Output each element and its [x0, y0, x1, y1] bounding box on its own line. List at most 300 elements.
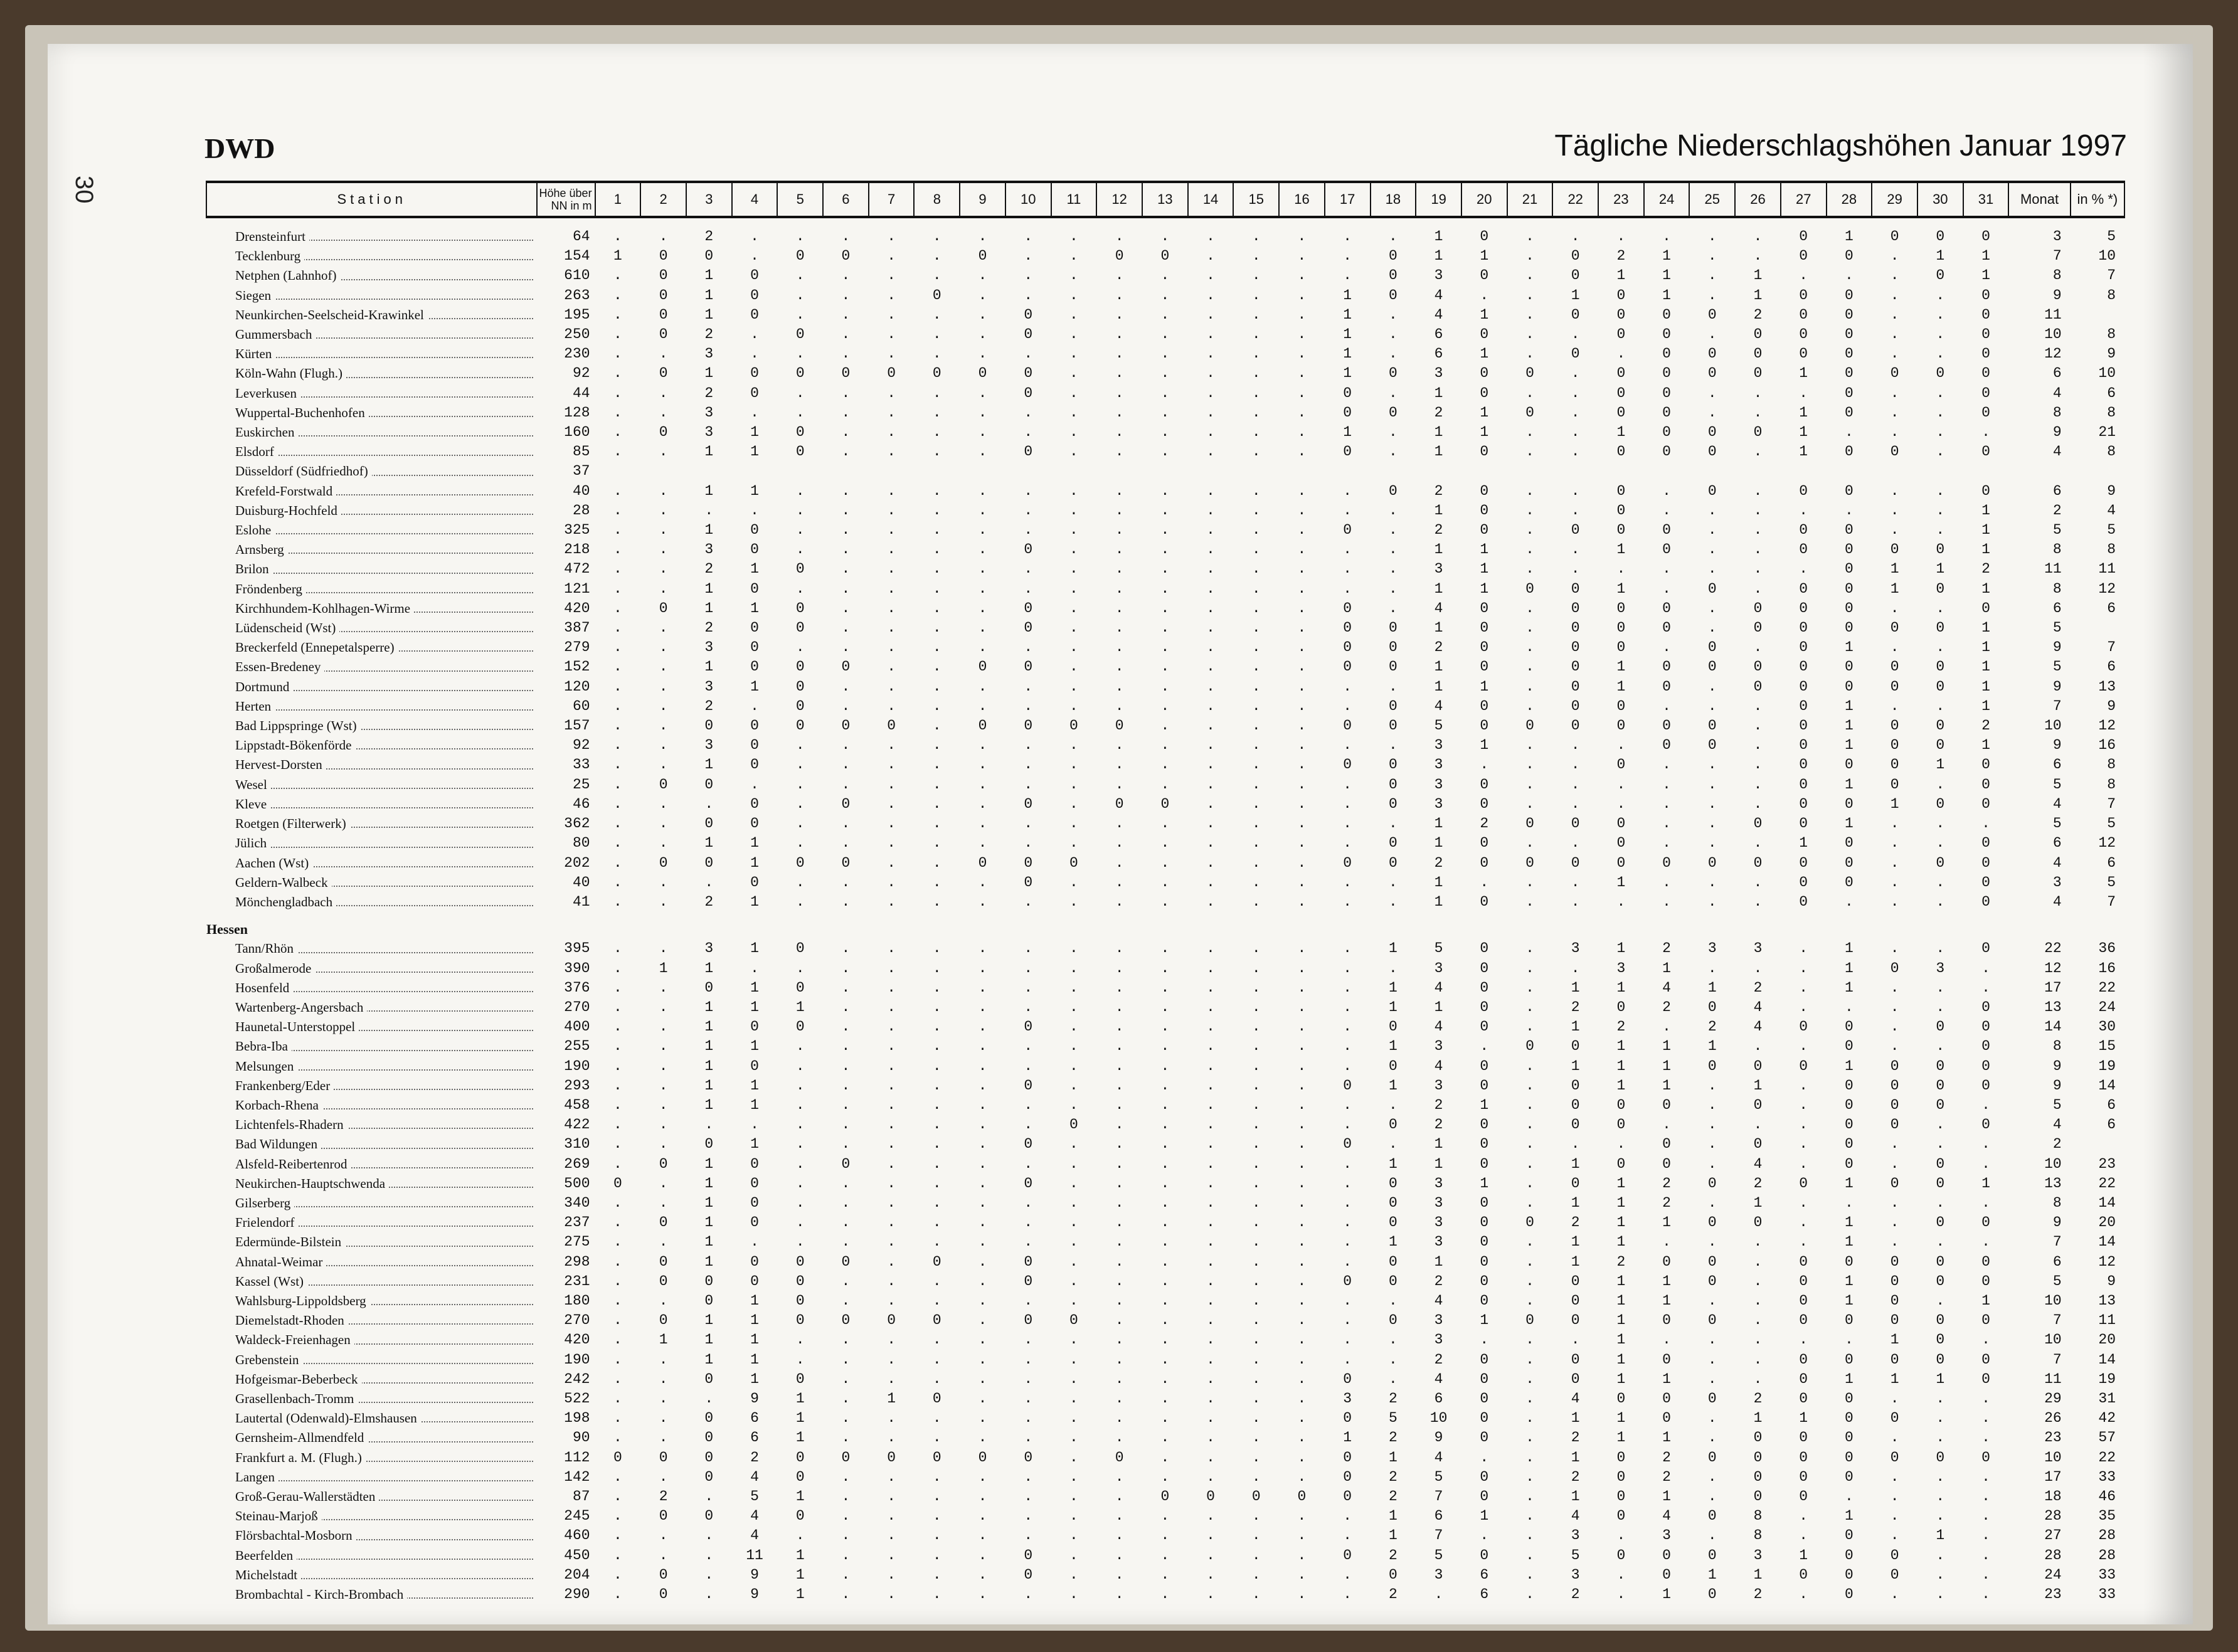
- day-value: 0: [795, 424, 805, 441]
- day-value: .: [841, 287, 851, 304]
- day-value: .: [1936, 1116, 1945, 1133]
- percent-of-normal: 33: [2098, 1586, 2116, 1603]
- percent-of-normal: 24: [2098, 998, 2116, 1015]
- day-value: 0: [1024, 1273, 1033, 1289]
- station-name-cell: [206, 1155, 537, 1174]
- station-name: Gernsheim-Allmendfeld: [235, 1430, 368, 1445]
- percent-of-normal: 19: [2098, 1057, 2116, 1074]
- day-value: 1: [704, 482, 714, 499]
- day-value: 2: [750, 1449, 759, 1466]
- day-value: 0: [1115, 717, 1124, 734]
- day-value: .: [1936, 697, 1945, 714]
- station-elevation: 28: [572, 502, 590, 519]
- station-name: Lippstadt-Bökenförde: [235, 738, 355, 753]
- day-value: 1: [1936, 1527, 1945, 1544]
- day-value: .: [1388, 1096, 1397, 1113]
- day-value: .: [659, 443, 668, 460]
- day-value: .: [659, 1292, 668, 1309]
- day-value: 0: [978, 365, 987, 382]
- station-name: Beerfelden: [235, 1548, 297, 1563]
- day-value: 0: [1844, 541, 1854, 558]
- station-name: Neunkirchen-Seelscheid-Krawinkel: [235, 307, 428, 322]
- day-value: 0: [1571, 697, 1580, 714]
- day-value: 1: [795, 1547, 805, 1564]
- day-value: .: [1024, 815, 1033, 832]
- table-row: [206, 716, 2124, 736]
- day-value: 3: [704, 541, 714, 558]
- day-value: .: [1297, 1449, 1307, 1466]
- day-value: .: [1160, 522, 1170, 539]
- day-value: .: [887, 874, 896, 891]
- station-elevation: 270: [564, 1312, 590, 1329]
- percent-of-normal: [2071, 1135, 2124, 1154]
- day-value: 0: [1480, 228, 1489, 245]
- day-value: .: [1890, 482, 1899, 499]
- day-value: 0: [1480, 1116, 1489, 1133]
- percent-of-normal: 5: [2107, 228, 2116, 245]
- day-value: 0: [1936, 678, 1945, 695]
- day-value: .: [1753, 1038, 1763, 1055]
- day-value: .: [1160, 697, 1170, 714]
- day-value: .: [978, 404, 987, 421]
- day-value: .: [1069, 835, 1078, 852]
- station-name: Ahnatal-Weimar: [235, 1254, 326, 1269]
- day-value: [1096, 462, 1142, 481]
- day-value: 0: [1616, 1116, 1626, 1133]
- station-name-cell: [206, 1448, 537, 1468]
- day-value: 1: [750, 443, 759, 460]
- day-value: 0: [1981, 940, 1990, 957]
- day-value: 0: [704, 1468, 714, 1485]
- day-value: .: [659, 639, 668, 656]
- day-value: 0: [1024, 1312, 1033, 1329]
- day-value: .: [841, 384, 851, 401]
- day-value: .: [1753, 960, 1763, 977]
- day-value: .: [932, 228, 941, 245]
- month-total: 28: [2044, 1547, 2062, 1564]
- station-elevation: 87: [572, 1488, 590, 1505]
- table-row: [206, 325, 2124, 344]
- day-value: 0: [1890, 1351, 1899, 1368]
- day-value: .: [1297, 404, 1307, 421]
- day-value: .: [1206, 1175, 1215, 1192]
- day-value: .: [1069, 1136, 1078, 1153]
- day-value: .: [1069, 1488, 1078, 1505]
- day-value: .: [704, 1586, 714, 1603]
- day-value: 0: [704, 815, 714, 832]
- station-name-cell: [206, 462, 537, 481]
- day-value: 0: [1844, 306, 1854, 323]
- day-value: .: [613, 1292, 622, 1309]
- day-value: 0: [1890, 365, 1899, 382]
- day-value: 0: [1799, 522, 1808, 539]
- day-value: .: [1251, 1508, 1261, 1525]
- day-value: 0: [1981, 1273, 1990, 1289]
- day-value: .: [887, 1410, 896, 1427]
- day-value: 0: [704, 1273, 714, 1289]
- day-value: 0: [1206, 1488, 1215, 1505]
- day-value: .: [1115, 659, 1124, 675]
- station-elevation: 522: [564, 1390, 590, 1407]
- day-value: 0: [1890, 1566, 1899, 1583]
- month-total: 11: [2044, 1370, 2062, 1387]
- day-value: .: [1525, 424, 1534, 441]
- day-value: .: [704, 1116, 714, 1133]
- station-name: Kürten: [235, 346, 275, 361]
- day-value: 1: [704, 1155, 714, 1172]
- day-value: .: [1024, 248, 1033, 265]
- day-value: .: [887, 1214, 896, 1231]
- percent-of-normal: 14: [2098, 1194, 2116, 1211]
- station-name: Gilserberg: [235, 1195, 294, 1210]
- day-value: .: [1707, 1136, 1717, 1153]
- day-value: .: [1753, 1351, 1763, 1368]
- table-row: [206, 1194, 2124, 1213]
- day-value: .: [1753, 776, 1763, 793]
- day-value: .: [1297, 443, 1307, 460]
- day-value: .: [1251, 737, 1261, 754]
- day-value: .: [1525, 228, 1534, 245]
- station-name: Grebenstein: [235, 1352, 302, 1367]
- day-value: .: [1936, 998, 1945, 1015]
- percent-of-normal: 22: [2098, 979, 2116, 996]
- day-value: .: [1297, 482, 1307, 499]
- day-value: .: [613, 776, 622, 793]
- day-value: 0: [750, 580, 759, 597]
- day-value: 0: [1662, 1096, 1671, 1113]
- station-name-cell: [206, 657, 537, 677]
- day-value: .: [1525, 1488, 1534, 1505]
- station-name: Wahlsburg-Lippoldsberg: [235, 1293, 370, 1308]
- station-name: Drensteinfurt: [235, 229, 309, 244]
- day-value: .: [1251, 1077, 1261, 1094]
- table-row: [206, 1565, 2124, 1585]
- day-value: .: [1525, 306, 1534, 323]
- day-value: .: [1251, 1038, 1261, 1055]
- percent-of-normal: 22: [2098, 1449, 2116, 1466]
- day-value: .: [1571, 228, 1580, 245]
- day-value: 0: [1799, 1292, 1808, 1309]
- day-value: 3: [1434, 1234, 1443, 1251]
- day-value: .: [795, 737, 805, 754]
- day-value: .: [613, 998, 622, 1015]
- day-value: .: [978, 1096, 987, 1113]
- day-value: 2: [1571, 1586, 1580, 1603]
- day-value: 0: [1753, 854, 1763, 871]
- day-value: 0: [1707, 854, 1717, 871]
- day-value: 0: [841, 717, 851, 734]
- day-value: .: [659, 940, 668, 957]
- day-value: 1: [704, 1253, 714, 1270]
- day-value: 1: [704, 1332, 714, 1348]
- day-value: 1: [613, 248, 622, 265]
- day-value: .: [1115, 541, 1124, 558]
- day-value: .: [1936, 1038, 1945, 1055]
- day-value: .: [1799, 384, 1808, 401]
- station-elevation: 376: [564, 979, 590, 996]
- day-value: .: [1890, 248, 1899, 265]
- day-value: 1: [1936, 248, 1945, 265]
- day-value: .: [1206, 1155, 1215, 1172]
- day-value: .: [1480, 1449, 1489, 1466]
- day-value: 1: [1480, 248, 1489, 265]
- day-value: 0: [1616, 835, 1626, 852]
- day-value: 1: [704, 1214, 714, 1231]
- day-value: .: [1251, 854, 1261, 871]
- day-value: .: [1753, 756, 1763, 773]
- day-value: .: [1069, 678, 1078, 695]
- day-value: 0: [1707, 1253, 1717, 1270]
- day-value: 0: [1844, 1312, 1854, 1329]
- station-name-cell: [206, 978, 537, 998]
- table-row: [206, 1135, 2124, 1154]
- day-value: .: [1343, 874, 1352, 891]
- day-value: .: [1343, 228, 1352, 245]
- day-value: 1: [1662, 287, 1671, 304]
- day-value: 0: [1525, 854, 1534, 871]
- station-elevation: 85: [572, 443, 590, 460]
- day-value: 0: [1388, 697, 1397, 714]
- day-value: .: [1343, 502, 1352, 519]
- day-value: 0: [1936, 228, 1945, 245]
- day-value: 3: [1434, 1175, 1443, 1192]
- station-elevation: 610: [564, 267, 590, 284]
- day-value: 0: [1343, 600, 1352, 617]
- day-value: .: [1753, 248, 1763, 265]
- day-value: .: [1662, 1234, 1671, 1251]
- day-value: 0: [1571, 248, 1580, 265]
- percent-of-normal: 11: [2098, 1312, 2116, 1329]
- day-value: 0: [1616, 404, 1626, 421]
- day-value: 0: [750, 1253, 759, 1270]
- day-value: .: [1936, 940, 1945, 957]
- day-value: 0: [1890, 228, 1899, 245]
- day-value: 0: [1616, 1508, 1626, 1525]
- day-value: 0: [932, 1253, 941, 1270]
- day-value: .: [1160, 659, 1170, 675]
- station-name: Krefeld-Forstwald: [235, 484, 336, 499]
- day-value: .: [841, 600, 851, 617]
- day-value: 1: [1616, 678, 1626, 695]
- station-name: Fröndenberg: [235, 581, 306, 596]
- day-value: .: [932, 874, 941, 891]
- day-value: 6: [1434, 1508, 1443, 1525]
- day-value: .: [1160, 1390, 1170, 1407]
- day-value: 0: [1571, 1273, 1580, 1289]
- day-value: .: [1115, 639, 1124, 656]
- day-value: 0: [1616, 1155, 1626, 1172]
- day-value: 0: [1343, 522, 1352, 539]
- day-value: .: [1571, 404, 1580, 421]
- day-value: 1: [1388, 1077, 1397, 1094]
- day-value: .: [1616, 795, 1626, 812]
- day-value: 0: [1981, 854, 1990, 871]
- day-value: 0: [1616, 522, 1626, 539]
- day-value: .: [1251, 1429, 1261, 1446]
- day-value: 1: [1662, 1214, 1671, 1231]
- table-row: [206, 978, 2124, 998]
- day-value: .: [1160, 1566, 1170, 1583]
- station-name: Essen-Bredeney: [235, 659, 324, 674]
- table-row: [206, 959, 2124, 978]
- day-value: .: [1936, 1136, 1945, 1153]
- day-value: .: [1936, 776, 1945, 793]
- day-value: 1: [750, 1077, 759, 1094]
- header-day-29: 29: [1872, 182, 1917, 217]
- day-value: 0: [795, 365, 805, 382]
- percent-of-normal: 6: [2107, 1116, 2116, 1133]
- day-value: 0: [659, 854, 668, 871]
- day-value: .: [1388, 561, 1397, 578]
- station-elevation: 121: [564, 580, 590, 597]
- day-value: .: [1024, 737, 1033, 754]
- day-value: .: [1753, 580, 1763, 597]
- day-value: .: [1251, 404, 1261, 421]
- day-value: 0: [1024, 326, 1033, 343]
- day-value: .: [1251, 365, 1261, 382]
- day-value: 2: [1388, 1488, 1397, 1505]
- day-value: 0: [1799, 1273, 1808, 1289]
- day-value: .: [1297, 854, 1307, 871]
- day-value: .: [1024, 1586, 1033, 1603]
- day-value: .: [1160, 1449, 1170, 1466]
- day-value: .: [1343, 1194, 1352, 1211]
- table-row: [206, 1232, 2124, 1252]
- day-value: 2: [704, 228, 714, 245]
- day-value: 0: [1936, 1253, 1945, 1270]
- day-value: .: [1251, 1370, 1261, 1387]
- day-value: .: [1069, 600, 1078, 617]
- day-value: 1: [1616, 979, 1626, 996]
- day-value: .: [659, 482, 668, 499]
- header-day-25: 25: [1689, 182, 1735, 217]
- day-value: .: [841, 561, 851, 578]
- day-value: .: [841, 1508, 851, 1525]
- day-value: 0: [1936, 1214, 1945, 1231]
- day-value: 0: [841, 1449, 851, 1466]
- day-value: .: [1206, 1194, 1215, 1211]
- day-value: 2: [1388, 1547, 1397, 1564]
- day-value: .: [1753, 737, 1763, 754]
- day-value: .: [613, 717, 622, 734]
- day-value: 1: [1981, 522, 1990, 539]
- day-value: 0: [841, 795, 851, 812]
- day-value: .: [1343, 1116, 1352, 1133]
- day-value: .: [659, 1116, 668, 1133]
- day-value: .: [1069, 1370, 1078, 1387]
- day-value: 0: [1981, 874, 1990, 891]
- day-value: .: [1297, 1429, 1307, 1446]
- day-value: .: [1525, 1096, 1534, 1113]
- day-value: 1: [1480, 346, 1489, 363]
- day-value: 0: [1981, 1019, 1990, 1035]
- day-value: .: [1525, 1351, 1534, 1368]
- day-value: 0: [1844, 326, 1854, 343]
- day-value: 1: [1388, 979, 1397, 996]
- day-value: 0: [795, 326, 805, 343]
- day-value: .: [1024, 482, 1033, 499]
- header-day-23: 23: [1598, 182, 1644, 217]
- day-value: 0: [1981, 795, 1990, 812]
- day-value: .: [1890, 854, 1899, 871]
- station-name-cell: [206, 1487, 537, 1506]
- day-value: 0: [1844, 756, 1854, 773]
- day-value: .: [795, 522, 805, 539]
- day-value: .: [1571, 874, 1580, 891]
- day-value: 0: [1799, 1351, 1808, 1368]
- day-value: 1: [1434, 443, 1443, 460]
- day-value: .: [1160, 1194, 1170, 1211]
- day-value: .: [1707, 893, 1717, 910]
- day-value: .: [887, 248, 896, 265]
- day-value: .: [1343, 835, 1352, 852]
- day-value: 0: [750, 1214, 759, 1231]
- day-value: .: [1297, 1468, 1307, 1485]
- day-value: .: [613, 1253, 622, 1270]
- day-value: .: [1251, 1019, 1261, 1035]
- day-value: .: [1297, 1194, 1307, 1211]
- day-value: .: [750, 776, 759, 793]
- day-value: 3: [1434, 1566, 1443, 1583]
- day-value: .: [1525, 1527, 1534, 1544]
- day-value: .: [1707, 600, 1717, 617]
- station-elevation: 298: [564, 1253, 590, 1270]
- day-value: 1: [1434, 998, 1443, 1015]
- day-value: .: [750, 228, 759, 245]
- station-elevation: 37: [572, 463, 590, 480]
- day-value: .: [1069, 815, 1078, 832]
- day-value: .: [841, 346, 851, 363]
- day-value: .: [1707, 1468, 1717, 1485]
- day-value: 0: [1799, 1390, 1808, 1407]
- station-name-cell: [206, 442, 537, 462]
- day-value: .: [1206, 1038, 1215, 1055]
- station-name-cell: [206, 892, 537, 912]
- day-value: .: [1069, 346, 1078, 363]
- day-value: .: [1206, 1096, 1215, 1113]
- day-value: .: [1753, 482, 1763, 499]
- day-value: .: [932, 541, 941, 558]
- day-value: .: [1525, 659, 1534, 675]
- day-value: .: [613, 874, 622, 891]
- day-value: 0: [1844, 1351, 1854, 1368]
- day-value: .: [613, 1390, 622, 1407]
- day-value: 1: [1662, 1273, 1671, 1289]
- station-elevation: 64: [572, 228, 590, 245]
- day-value: .: [1890, 1488, 1899, 1505]
- day-value: 0: [1480, 1468, 1489, 1485]
- day-value: 0: [1662, 659, 1671, 675]
- day-value: 0: [1753, 346, 1763, 363]
- day-value: 0: [1799, 620, 1808, 637]
- day-value: .: [887, 998, 896, 1015]
- table-row: [206, 540, 2124, 559]
- station-name: Geldern-Walbeck: [235, 875, 332, 890]
- day-value: 0: [1799, 1449, 1808, 1466]
- day-value: .: [1297, 248, 1307, 265]
- day-value: 0: [704, 1449, 714, 1466]
- station-elevation: 92: [572, 365, 590, 382]
- day-value: 0: [1024, 1547, 1033, 1564]
- day-value: .: [1662, 815, 1671, 832]
- station-elevation: 112: [564, 1449, 590, 1466]
- day-value: 1: [1662, 1488, 1671, 1505]
- day-value: .: [1115, 815, 1124, 832]
- day-value: 0: [1616, 1547, 1626, 1564]
- day-value: 4: [1662, 979, 1671, 996]
- station-name: Köln-Wahn (Flugh.): [235, 366, 346, 381]
- day-value: .: [1936, 404, 1945, 421]
